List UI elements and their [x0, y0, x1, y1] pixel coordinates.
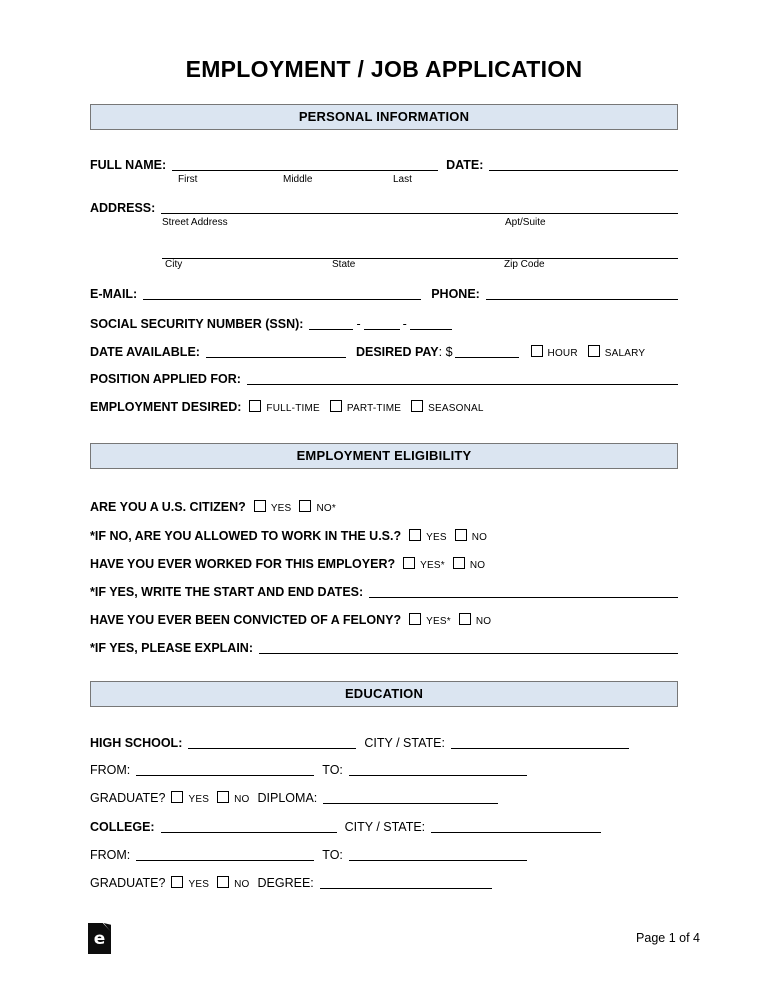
allowed-to-work-question-label: *IF NO, ARE YOU ALLOWED TO WORK IN THE U.S.?: [90, 529, 402, 543]
seasonal-label: SEASONAL: [428, 403, 484, 414]
salary-checkbox[interactable]: [588, 345, 600, 357]
felony-no-label: NO: [475, 616, 492, 627]
college-from-label: FROM:: [90, 848, 131, 862]
felony-explain-label: *IF YES, PLEASE EXPLAIN:: [90, 641, 254, 655]
employment-desired-label: EMPLOYMENT DESIRED:: [90, 400, 242, 414]
position-applied-label: POSITION APPLIED FOR:: [90, 372, 241, 386]
hs-from-label: FROM:: [90, 763, 131, 777]
position-applied-row: [90, 372, 678, 386]
worked-yes-label: YES*: [420, 560, 445, 571]
sublabel-city: City: [165, 259, 183, 270]
hs-graduate-yes-checkbox[interactable]: [171, 791, 183, 803]
college-to-line[interactable]: [349, 860, 527, 861]
college-graduate-no-checkbox[interactable]: [217, 876, 229, 888]
allowed-no-checkbox[interactable]: [455, 529, 467, 541]
college-city-state-line[interactable]: [431, 832, 601, 833]
part-time-checkbox[interactable]: [330, 400, 342, 412]
start-end-dates-label: *IF YES, WRITE THE START AND END DATES:: [90, 585, 364, 599]
full-time-label: FULL-TIME: [266, 403, 320, 414]
ssn-line-2[interactable]: [364, 329, 400, 330]
employment-desired-row: [90, 399, 678, 414]
date-available-label: DATE AVAILABLE:: [90, 345, 200, 359]
degree-label: DEGREE:: [257, 876, 314, 890]
part-time-label: PART-TIME: [346, 403, 402, 414]
eforms-logo: [88, 923, 111, 954]
seasonal-checkbox[interactable]: [411, 400, 423, 412]
position-applied-line[interactable]: [247, 384, 678, 385]
college-from-line[interactable]: [136, 860, 314, 861]
college-graduate-row: [90, 875, 678, 890]
phone-line[interactable]: [486, 299, 678, 300]
high-school-row: [90, 736, 678, 750]
email-label: E-MAIL:: [90, 287, 138, 301]
high-school-line[interactable]: [188, 748, 356, 749]
date-line[interactable]: [489, 170, 678, 171]
sublabel-state: State: [332, 259, 356, 270]
address-label: ADDRESS:: [90, 201, 156, 215]
desired-pay-label: DESIRED PAY: [355, 345, 439, 359]
start-end-dates-row: [90, 585, 678, 599]
high-school-label: HIGH SCHOOL:: [90, 736, 183, 750]
name-sublabels-row: [90, 174, 678, 187]
section-header-personal-information: PERSONAL INFORMATION: [90, 104, 678, 130]
section-header-employment-eligibility: EMPLOYMENT ELIGIBILITY: [90, 443, 678, 469]
email-phone-row: [90, 287, 678, 301]
felony-explain-row: [90, 641, 678, 655]
felony-yes-checkbox[interactable]: [409, 613, 421, 625]
full-name-label: FULL NAME:: [90, 158, 167, 172]
felony-yes-label: YES*: [426, 616, 451, 627]
salary-label: SALARY: [604, 348, 646, 359]
college-label: COLLEGE:: [90, 820, 155, 834]
sublabel-middle: Middle: [283, 174, 313, 185]
address-row-2: [90, 242, 678, 257]
college-graduate-no-label: NO: [234, 879, 250, 890]
citizen-no-checkbox[interactable]: [299, 500, 311, 512]
hour-label: HOUR: [547, 348, 578, 359]
start-end-dates-line[interactable]: [369, 597, 678, 598]
worked-before-question-label: HAVE YOU EVER WORKED FOR THIS EMPLOYER?: [90, 557, 396, 571]
address-row: [90, 201, 678, 215]
citizen-question-row: [90, 499, 678, 514]
college-from-to-row: [90, 848, 678, 862]
worked-no-checkbox[interactable]: [453, 557, 465, 569]
college-graduate-yes-checkbox[interactable]: [171, 876, 183, 888]
degree-line[interactable]: [320, 888, 492, 889]
section-header-education: EDUCATION: [90, 681, 678, 707]
hs-city-state-label: CITY / STATE:: [364, 736, 445, 750]
citizen-no-label: NO*: [316, 503, 336, 514]
sublabel-apt-suite: Apt/Suite: [505, 217, 546, 228]
full-time-checkbox[interactable]: [249, 400, 261, 412]
college-line[interactable]: [161, 832, 337, 833]
address-sublabels-row-1: [90, 217, 678, 230]
allowed-no-label: NO: [471, 532, 488, 543]
college-graduate-label: GRADUATE?: [90, 876, 166, 890]
full-name-line[interactable]: [172, 170, 438, 171]
felony-explain-line[interactable]: [259, 653, 678, 654]
email-line[interactable]: [143, 299, 421, 300]
ssn-dash-1: -: [356, 317, 361, 331]
college-graduate-yes-label: YES: [188, 879, 210, 890]
desired-pay-currency: : $: [438, 345, 453, 359]
hs-to-line[interactable]: [349, 775, 527, 776]
ssn-line-3[interactable]: [410, 329, 452, 330]
ssn-dash-2: -: [402, 317, 407, 331]
citizen-yes-checkbox[interactable]: [254, 500, 266, 512]
ssn-label: SOCIAL SECURITY NUMBER (SSN):: [90, 317, 304, 331]
diploma-label: DIPLOMA:: [257, 791, 318, 805]
felony-question-row: [90, 612, 678, 627]
hs-graduate-no-checkbox[interactable]: [217, 791, 229, 803]
hs-from-to-row: [90, 763, 678, 777]
college-city-state-label: CITY / STATE:: [344, 820, 426, 834]
hs-graduate-no-label: NO: [234, 794, 250, 805]
sublabel-street-address: Street Address: [162, 217, 228, 228]
desired-pay-line[interactable]: [455, 357, 519, 358]
allowed-yes-label: YES: [426, 532, 447, 543]
address-sublabels-row-2: [90, 259, 678, 272]
college-to-label: TO:: [322, 848, 343, 862]
hs-graduate-label: GRADUATE?: [90, 791, 166, 805]
address-line-1[interactable]: [161, 213, 678, 214]
ssn-line-1[interactable]: [309, 329, 353, 330]
hs-graduate-yes-label: YES: [188, 794, 210, 805]
ssn-row: [90, 317, 678, 331]
date-label: DATE:: [446, 158, 484, 172]
diploma-line[interactable]: [323, 803, 498, 804]
hs-city-state-line[interactable]: [451, 748, 629, 749]
college-row: [90, 820, 678, 834]
date-available-pay-row: [90, 344, 678, 359]
sublabel-zip-code: Zip Code: [504, 259, 545, 270]
felony-no-checkbox[interactable]: [459, 613, 471, 625]
worked-yes-checkbox[interactable]: [403, 557, 415, 569]
citizen-yes-label: YES: [270, 503, 292, 514]
hs-from-line[interactable]: [136, 775, 314, 776]
hs-graduate-row: [90, 790, 678, 805]
form-content: [90, 0, 678, 890]
citizen-question-label: ARE YOU A U.S. CITIZEN?: [90, 500, 246, 514]
allowed-to-work-question-row: [90, 528, 678, 543]
worked-no-label: NO: [469, 560, 486, 571]
page-number: Page 1 of 4: [636, 931, 700, 945]
page-title: EMPLOYMENT / JOB APPLICATION: [185, 56, 583, 82]
hour-checkbox[interactable]: [531, 345, 543, 357]
worked-before-question-row: [90, 556, 678, 571]
felony-question-label: HAVE YOU EVER BEEN CONVICTED OF A FELONY?: [90, 613, 402, 627]
logo-letter: e: [93, 929, 106, 949]
phone-label: PHONE:: [431, 287, 480, 301]
allowed-yes-checkbox[interactable]: [409, 529, 421, 541]
date-available-line[interactable]: [206, 357, 346, 358]
sublabel-first: First: [178, 174, 198, 185]
hs-to-label: TO:: [322, 763, 343, 777]
full-name-row: [90, 158, 678, 172]
sublabel-last: Last: [393, 174, 412, 185]
